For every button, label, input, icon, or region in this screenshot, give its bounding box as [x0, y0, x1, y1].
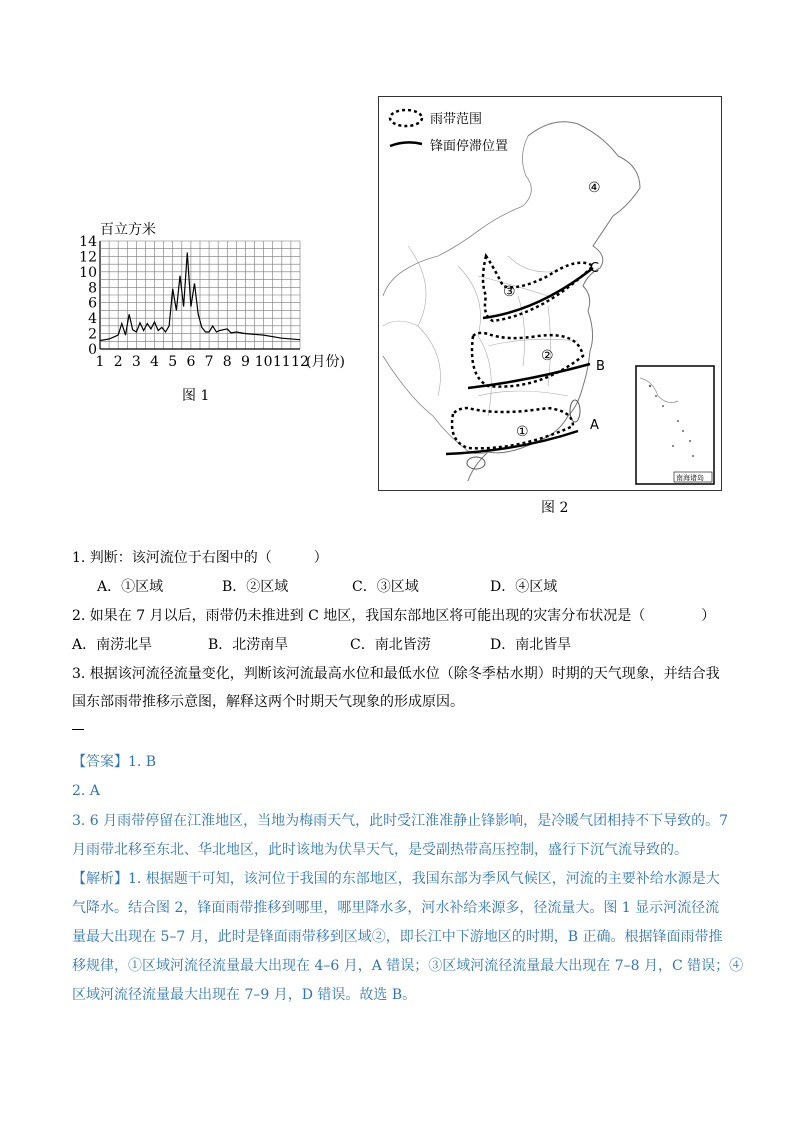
answer-3-line2: 月雨带北移至东北、华北地区，此时该地为伏旱天气，是受副热带高压控制，盛行下沉气流导致的。 — [72, 842, 688, 858]
front-label-c: C — [590, 261, 600, 276]
y-axis-ticks — [79, 234, 97, 358]
region-1-label: ① — [516, 424, 529, 440]
x-tick-label: 11 — [272, 354, 291, 370]
x-tick-label: 3 — [131, 354, 141, 370]
inset-label: 南海诸岛 — [676, 474, 704, 482]
x-tick-label: 1 — [95, 354, 105, 370]
y-tick-label: 14 — [79, 234, 97, 250]
region-4-label: ④ — [588, 180, 601, 196]
analysis-line4: 移规律，①区域河流径流量最大出现在 4–6 月，A 错误；③区域河流径流量最大出现在 7–8 月，C 错误；④ — [72, 958, 744, 974]
x-tick-label: 4 — [150, 354, 160, 370]
y-tick-label: 8 — [88, 280, 97, 297]
runoff-line-chart — [79, 218, 358, 408]
x-axis-ticks — [96, 354, 309, 370]
figure1-chart — [79, 218, 358, 408]
question-1: 1. 判断：该河流位于右图中的（ ） — [72, 550, 328, 566]
chart-grid — [100, 241, 300, 349]
q2-option-c: C．南北皆涝 — [350, 637, 431, 653]
front-label-b: B — [596, 359, 605, 374]
q2-option-b: B．北涝南旱 — [208, 637, 289, 653]
divider — [72, 729, 84, 730]
q2-option-a: A．南涝北旱 — [72, 637, 153, 653]
q1-option-a: A．①区域 — [97, 579, 164, 595]
y-tick-label: 0 — [88, 342, 97, 358]
x-tick-label: 8 — [222, 354, 232, 370]
answer-2: 2. A — [72, 783, 100, 799]
front-label-a: A — [590, 418, 599, 433]
answer-3-line1: 3. 6 月雨带停留在江淮地区，当地为梅雨天气，此时受江淮准静止锋影响，是冷暖气团相持不下导致的。7 — [72, 813, 729, 829]
x-tick-label: 12 — [291, 354, 309, 370]
figure2-map — [378, 96, 723, 496]
y-tick-label: 4 — [88, 311, 97, 328]
question-3-line2: 国东部雨带推移示意图，解释这两个时期天气现象的形成原因。 — [72, 694, 464, 710]
y-tick-label: 10 — [79, 264, 97, 281]
x-tick-label: 2 — [113, 354, 123, 370]
question-2: 2. 如果在 7 月以后，雨带仍未推进到 C 地区，我国东部地区将可能出现的灾害分布状况是（ ） — [72, 608, 716, 624]
q2-option-d: D．南北皆旱 — [490, 637, 572, 653]
q1-option-c: C．③区域 — [352, 579, 419, 595]
region-3-label: ③ — [503, 284, 516, 300]
analysis-line5: 区域河流径流量最大出现在 7–9 月，D 错误。故选 B。 — [72, 987, 417, 1003]
y-unit-label: 百立方米 — [100, 222, 156, 238]
analysis-line1: 【解析】1. 根据题干可知，该河位于我国的东部地区，我国东部为季风气候区，河流的主要补给水源是大 — [72, 871, 720, 887]
x-tick-label: 7 — [204, 354, 214, 370]
figure1-caption: 图 1 — [182, 388, 210, 404]
x-tick-label: 9 — [240, 354, 250, 370]
south-china-sea-inset — [636, 366, 714, 484]
analysis-line3: 量最大出现在 5–7 月，此时是锋面雨带移到区域②，即长江中下游地区的时期，B 正确。根据锋面雨带推 — [72, 929, 723, 945]
answer-label: 【答案】1. B — [72, 754, 157, 770]
x-tick-label: 6 — [186, 354, 196, 370]
legend-rain-label: 雨带范围 — [430, 112, 483, 127]
question-3-line1: 3. 根据该河流径流量变化，判断该河流最高水位和最低水位（除冬季枯水期）时期的天气现象，并结合我 — [72, 666, 720, 682]
analysis-line2: 气降水。结合图 2，锋面雨带推移到哪里，哪里降水多，河水补给来源多，径流量大。图 1 显示河流径流 — [72, 900, 720, 916]
q1-option-d: D．④区域 — [490, 579, 558, 595]
y-tick-label: 6 — [88, 295, 97, 312]
region-2-label: ② — [541, 348, 554, 364]
y-tick-label: 2 — [88, 326, 97, 343]
x-tick-label: 10 — [254, 354, 273, 370]
figure2-caption: 图 2 — [541, 500, 569, 516]
q1-option-b: B．②区域 — [222, 579, 289, 595]
x-unit-label: (月份) — [306, 354, 345, 370]
legend-front-label: 锋面停滞位置 — [430, 139, 509, 154]
x-tick-label: 5 — [168, 354, 178, 370]
rainbelt-map — [378, 96, 723, 496]
y-tick-label: 12 — [79, 249, 97, 266]
